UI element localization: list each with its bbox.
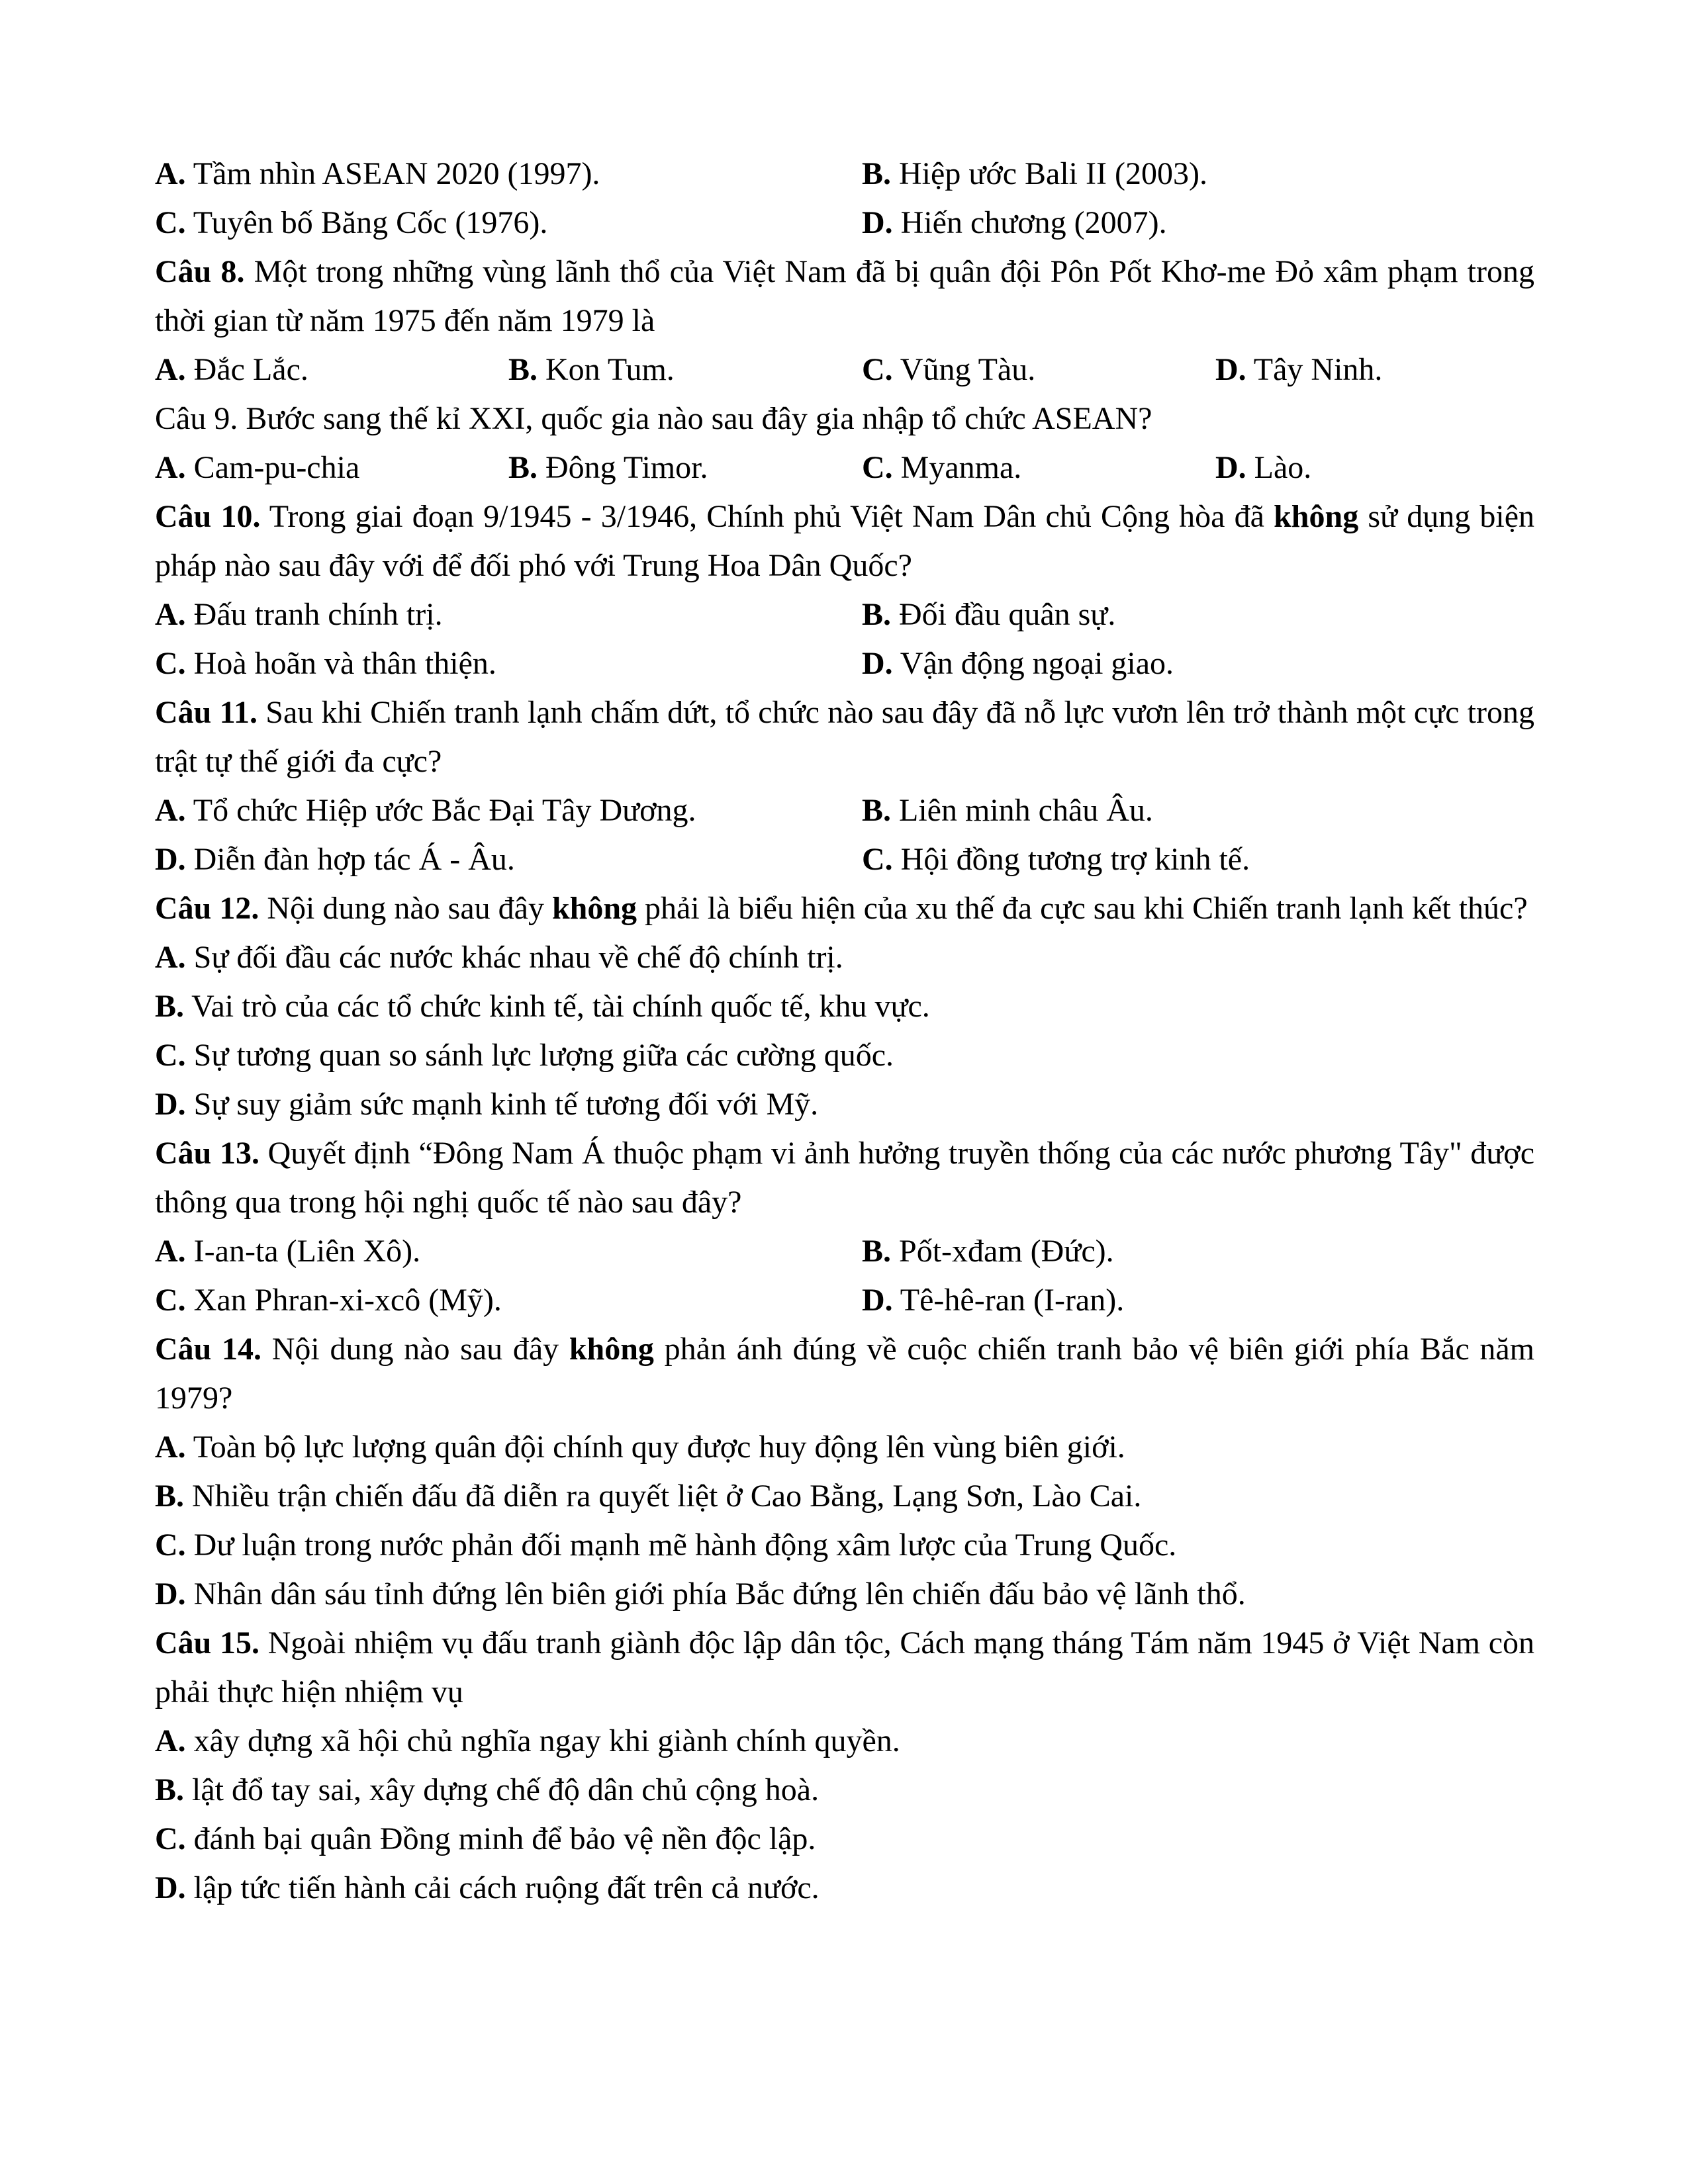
q10-option-b: B. Đối đầu quân sự. — [862, 597, 1116, 632]
question-13: Câu 13. Quyết định “Đông Nam Á thuộc phạm vi ảnh hưởng truyền thống của các nước phương Tây" được thông qua trong hội nghị quốc tế nào sau đây? — [155, 1136, 1534, 1220]
q8-option-c: C. Vũng Tàu. — [862, 352, 1036, 387]
q12-option-b: B. Vai trò của các tổ chức kinh tế, tài chính quốc tế, khu vực. — [155, 989, 930, 1024]
question-10: Câu 10. Trong giai đoạn 9/1945 - 3/1946, Chính phủ Việt Nam Dân chủ Cộng hòa đã không sử dụng biện pháp nào sau đây với để đối phó với Trung Hoa Dân Quốc? — [155, 499, 1534, 583]
q8-option-d: D. Tây Ninh. — [1215, 352, 1383, 387]
question-15: Câu 15. Ngoài nhiệm vụ đấu tranh giành độc lập dân tộc, Cách mạng tháng Tám năm 1945 ở Việt Nam còn phải thực hiện nhiệm vụ — [155, 1625, 1535, 1709]
q15-option-c: C. đánh bại quân Đồng minh để bảo vệ nền độc lập. — [155, 1821, 816, 1856]
q15-option-a: A. xây dựng xã hội chủ nghĩa ngay khi giành chính quyền. — [155, 1723, 900, 1758]
q7-option-d: D. Hiến chương (2007). — [862, 205, 1167, 240]
exam-page — [155, 150, 1534, 1913]
q7-option-c: C. Tuyên bố Băng Cốc (1976). — [155, 205, 548, 240]
q13-option-d: D. Tê-hê-ran (I-ran). — [862, 1283, 1125, 1318]
q9-options — [155, 443, 1534, 492]
q10-option-d: D. Vận động ngoại giao. — [862, 646, 1174, 681]
q11-option-b: B. Liên minh châu Âu. — [862, 793, 1153, 828]
q13-options-row-2 — [155, 1276, 1534, 1325]
q10-option-c: C. Hoà hoãn và thân thiện. — [155, 646, 496, 681]
q8-option-a: A. Đắc Lắc. — [155, 352, 308, 387]
q15-option-d: D. lập tức tiến hành cải cách ruộng đất trên cả nước. — [155, 1870, 820, 1905]
q9-option-a: A. Cam-pu-chia — [155, 450, 360, 485]
q13-options-row-1 — [155, 1227, 1534, 1276]
q7-options-row-1 — [155, 150, 1534, 199]
q9-option-b: B. Đông Timor. — [508, 450, 708, 485]
q8-option-b: B. Kon Tum. — [508, 352, 675, 387]
q12-option-a: A. Sự đối đầu các nước khác nhau về chế độ chính trị. — [155, 940, 843, 975]
q13-option-a: A. I-an-ta (Liên Xô). — [155, 1234, 421, 1269]
q9-option-d: D. Lào. — [1215, 450, 1312, 485]
q11-options-row-2 — [155, 835, 1534, 884]
q7-option-a: A. Tầm nhìn ASEAN 2020 (1997). — [155, 156, 600, 191]
q7-options-row-2 — [155, 199, 1534, 248]
q10-option-a: A. Đấu tranh chính trị. — [155, 597, 443, 632]
q11-option-c: C. Hội đồng tương trợ kinh tế. — [862, 842, 1250, 877]
question-9: Câu 9. Bước sang thế kỉ XXI, quốc gia nào sau đây gia nhập tổ chức ASEAN? — [155, 401, 1152, 436]
q14-option-b: B. Nhiều trận chiến đấu đã diễn ra quyết liệt ở Cao Bằng, Lạng Sơn, Lào Cai. — [155, 1479, 1142, 1514]
q11-option-d: D. Diễn đàn hợp tác Á - Âu. — [155, 842, 515, 877]
question-12: Câu 12. Nội dung nào sau đây không phải là biểu hiện của xu thế đa cực sau khi Chiến tranh lạnh kết thúc? — [155, 891, 1528, 926]
question-14: Câu 14. Nội dung nào sau đây không phản ánh đúng về cuộc chiến tranh bảo vệ biên giới phía Bắc năm 1979? — [155, 1332, 1535, 1416]
q10-options-row-2 — [155, 639, 1534, 688]
q10-options-row-1 — [155, 590, 1534, 639]
q11-options-row-1 — [155, 786, 1534, 835]
q14-option-a: A. Toàn bộ lực lượng quân đội chính quy được huy động lên vùng biên giới. — [155, 1430, 1125, 1465]
question-11: Câu 11. Sau khi Chiến tranh lạnh chấm dứt, tổ chức nào sau đây đã nỗ lực vươn lên trở thành một cực trong trật tự thế giới đa cực? — [155, 695, 1534, 779]
question-8: Câu 8. Một trong những vùng lãnh thổ của Việt Nam đã bị quân đội Pôn Pốt Khơ-me Đỏ xâm phạm trong thời gian từ năm 1975 đến năm 1979 là — [155, 254, 1535, 338]
q14-option-d: D. Nhân dân sáu tỉnh đứng lên biên giới phía Bắc đứng lên chiến đấu bảo vệ lãnh thổ. — [155, 1576, 1246, 1612]
q13-option-b: B. Pốt-xđam (Đức). — [862, 1234, 1114, 1269]
q14-option-c: C. Dư luận trong nước phản đối mạnh mẽ hành động xâm lược của Trung Quốc. — [155, 1527, 1177, 1563]
q11-option-a: A. Tổ chức Hiệp ước Bắc Đại Tây Dương. — [155, 793, 696, 828]
q9-option-c: C. Myanma. — [862, 450, 1022, 485]
q12-option-c: C. Sự tương quan so sánh lực lượng giữa các cường quốc. — [155, 1038, 894, 1073]
q12-option-d: D. Sự suy giảm sức mạnh kinh tế tương đối với Mỹ. — [155, 1087, 819, 1122]
q15-option-b: B. lật đổ tay sai, xây dựng chế độ dân chủ cộng hoà. — [155, 1772, 820, 1807]
q13-option-c: C. Xan Phran-xi-xcô (Mỹ). — [155, 1283, 502, 1318]
q8-options — [155, 345, 1534, 394]
q7-option-b: B. Hiệp ước Bali II (2003). — [862, 156, 1207, 191]
